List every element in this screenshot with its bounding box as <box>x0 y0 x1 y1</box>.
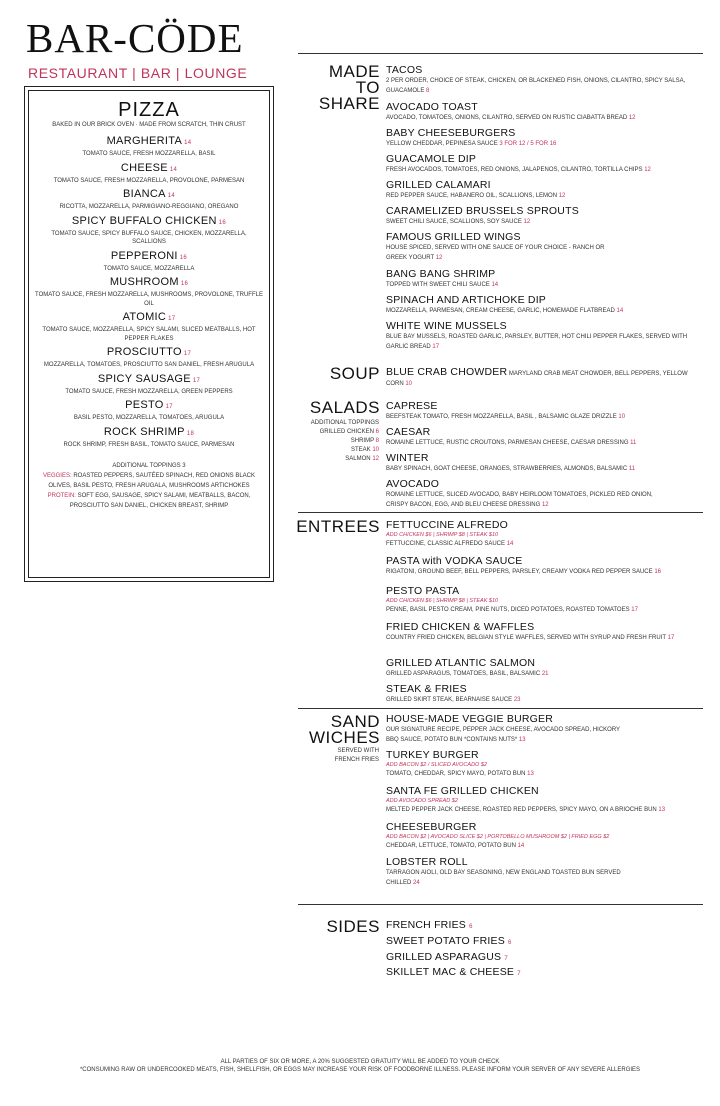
topping-price: 8 <box>375 438 379 444</box>
item-price: 14 <box>517 843 525 849</box>
pizza-item-desc: RICOTTA, MOZZARELLA, PARMIGIANO-REGGIANO, OREGANO <box>59 204 239 210</box>
pizza-item-price: 17 <box>165 404 173 410</box>
topping-name: GRILLED CHICKEN <box>319 429 374 435</box>
menu-item-vodka-pasta <box>386 555 706 577</box>
item-name: TACOS <box>386 64 423 76</box>
item-price: 12 <box>628 115 636 121</box>
entrees-heading: ENTREES <box>296 517 380 536</box>
item-price: 11 <box>630 440 637 446</box>
pizza-item-price: 14 <box>169 166 178 173</box>
sandwiches-note <box>290 747 379 765</box>
item-desc: MOZZARELLA, PARMESAN, CREAM CHEESE, GARLIC, HOMEMADE FLATBREAD <box>386 308 615 314</box>
menu-item-mac-cheese <box>386 966 706 980</box>
item-desc: FRESH AVOCADOS, TOMATOES, RED ONIONS, JALAPENOS, CILANTRO, TORTILLA CHIPS <box>386 167 643 173</box>
sandwiches-divider <box>298 708 703 709</box>
item-name: SPINACH AND ARTICHOKE DIP <box>386 294 547 306</box>
pizza-item-desc: TOMATO SAUCE, SPICY BUFFALO SAUCE, CHICKEN, MOZZARELLA, SCALLIONS <box>51 230 247 245</box>
pizza-item-desc: BASIL PESTO, MOZZARELLA, TOMATOES, ARUGULA <box>73 415 225 421</box>
item-price: 14 <box>506 541 514 547</box>
item-desc: RIGATONI, GROUND BEEF, BELL PEPPERS, PARSLEY, CREAMY VODKA RED PEPPER SAUCE <box>386 569 653 575</box>
pizza-item-desc: TOMATO SAUCE, FRESH MOZZARELLA, MUSHROOMS, PROVOLONE, TRUFFLE OIL <box>35 292 263 307</box>
pizza-item <box>35 161 263 186</box>
pizza-item-desc: ROCK SHRIMP, FRESH BASIL, TOMATO SAUCE, PARMESAN <box>63 441 235 448</box>
item-desc: MELTED PEPPER JACK CHEESE, ROASTED RED PEPPERS, SPICY MAYO, ON A BRIOCHE BUN <box>386 807 657 813</box>
item-name: GUACAMOLE DIP <box>386 153 477 165</box>
pizza-item-name: SPICY BUFFALO CHICKEN <box>71 214 217 227</box>
item-name: WINTER <box>386 452 429 464</box>
item-name: LOBSTER ROLL <box>386 856 468 868</box>
item-name: BABY CHEESEBURGERS <box>386 127 516 139</box>
item-price: 23 <box>513 697 521 703</box>
item-name: CARAMELIZED BRUSSELS SPROUTS <box>386 205 579 217</box>
item-price: 14 <box>616 308 624 314</box>
pizza-item <box>35 425 263 450</box>
menu-item-santa-fe-chicken <box>386 785 706 815</box>
pizza-item <box>35 187 263 212</box>
sides-divider <box>298 904 703 905</box>
veggies-label: VEGGIES: <box>42 473 72 479</box>
item-name: SANTA FE GRILLED CHICKEN <box>386 785 539 797</box>
menu-item-baby-cheeseburgers <box>386 127 706 149</box>
pizza-item-name: BIANCA <box>122 188 166 200</box>
menu-item-pesto-pasta <box>386 585 706 615</box>
pizza-item-price: 17 <box>168 316 176 322</box>
menu-item-lobster-roll <box>386 856 706 888</box>
item-name: AVOCADO <box>386 478 440 490</box>
pizza-title: PIZZA <box>118 99 180 121</box>
item-desc: HOUSE SPICED, SERVED WITH ONE SAUCE OF YOUR CHOICE - RANCH OR GREEK YOGURT <box>386 245 605 261</box>
item-name: PASTA with VODKA SAUCE <box>386 555 523 567</box>
pizza-item-name: PESTO <box>125 399 164 411</box>
pizza-item-name: SPICY SAUSAGE <box>97 372 191 385</box>
item-name: TURKEY BURGER <box>386 749 479 761</box>
item-name: FETTUCCINE ALFREDO <box>386 519 509 531</box>
menu-item-avocado-toast <box>386 101 706 123</box>
item-desc: RED PEPPER SAUCE, HABANERO OIL, SCALLIONS, LEMON <box>386 193 558 199</box>
made-to-share-heading-line1: MADE <box>328 62 380 81</box>
veggies-list: ROASTED PEPPERS, SAUTÉED SPINACH, RED ONIONS BLACK OLIVES, BASIL PESTO, FRESH ARUGALA, MUSHROOMS ARTICHOKES <box>48 473 256 489</box>
pizza-item-price: 16 <box>179 254 188 261</box>
item-name: SWEET POTATO FRIES <box>386 935 505 947</box>
allergy-notice: *CONSUMING RAW OR UNDERCOOKED MEATS, FISH, SHELLFISH, OR EGGS MAY INCREASE YOUR RISK OF FOODBORNE ILLNESS. PLEASE INFORM YOUR SERVER OF ANY SEVERE ALLERGIES <box>79 1067 641 1073</box>
sides-heading: SIDES <box>326 917 380 936</box>
item-desc: GRILLED ASPARAGUS, TOMATOES, BASIL, BALSAMIC <box>386 671 541 677</box>
pizza-item-desc: TOMATO SAUCE, FRESH MOZZARELLA, PROVOLONE, PARMESAN <box>53 177 245 184</box>
item-desc: BEEFSTEAK TOMATO, FRESH MOZZARELLA, BASIL , BALSAMIC GLAZE DRIZZLE <box>386 414 617 420</box>
item-desc: YELLOW CHEDDAR, PEPINESA SAUCE <box>386 141 498 147</box>
restaurant-logo: BAR-CÖDE <box>26 15 244 61</box>
item-price: 12 <box>541 502 549 508</box>
sandwiches-heading-line2: WICHES <box>309 728 380 747</box>
salad-toppings-label: ADDITIONAL TOPPINGS <box>310 420 379 426</box>
item-name: BANG BANG SHRIMP <box>386 268 496 280</box>
menu-item-veggie-burger <box>386 713 706 745</box>
item-price: 7 <box>504 956 508 962</box>
item-desc: TARRAGON AIOLI, OLD BAY SEASONING, NEW ENGLAND TOASTED BUN SERVED CHILLED <box>386 870 621 886</box>
pizza-item-name: CHEESE <box>120 161 168 174</box>
pizza-item-price: 16 <box>180 281 189 287</box>
item-price: 12 <box>644 167 651 173</box>
pizza-item-name: PROSCIUTTO <box>106 346 182 358</box>
item-desc: GRILLED SKIRT STEAK, BEARNAISE SAUCE <box>386 697 513 703</box>
menu-item-chicken-waffles <box>386 621 706 643</box>
soup-heading: SOUP <box>329 364 380 383</box>
item-desc: MARYLAND CRAB MEAT CHOWDER, BELL PEPPERS, YELLOW CORN <box>386 371 688 387</box>
item-price: 17 <box>631 607 638 613</box>
pizza-item-price: 14 <box>184 140 192 146</box>
menu-item-bang-bang-shrimp <box>386 268 706 290</box>
item-desc: TOPPED WITH SWEET CHILI SAUCE <box>386 282 490 288</box>
item-desc: AVOCADO, TOMATOES, ONIONS, CILANTRO, SERVED ON RUSTIC CIABATTA BREAD <box>386 115 628 121</box>
pizza-item <box>35 134 263 159</box>
menu-item-salmon <box>386 657 706 679</box>
item-desc: BLUE BAY MUSSELS, ROASTED GARLIC, PARSLEY, BUTTER, HOT CHILI PEPPER FLAKES, SERVED WITH GARLIC BREAD <box>386 334 688 350</box>
item-price: 12 <box>558 193 566 199</box>
item-price: 13 <box>527 771 534 777</box>
item-price: 3 FOR 12 / 5 FOR 16 <box>499 141 557 147</box>
item-price: 16 <box>654 569 661 575</box>
pizza-extras <box>35 461 263 511</box>
protein-list: SOFT EGG, SAUSAGE, SPICY SALAMI, MEATBALLS, BACON, PROSCIUTTO SAN DANIEL, CHICKEN BREAST, SHRIMP <box>69 493 251 509</box>
menu-item-grilled-wings <box>386 231 706 263</box>
pizza-item <box>35 372 263 397</box>
menu-item-spinach-dip <box>386 294 706 316</box>
menu-item-fettuccine <box>386 519 706 549</box>
salad-toppings <box>280 419 379 464</box>
pizza-item <box>35 345 263 370</box>
item-name: CAPRESE <box>386 400 438 412</box>
menu-item-mussels <box>386 320 706 352</box>
item-desc: ROMAINE LETTUCE, SLICED AVOCADO, BABY HEIRLOOM TOMATOES, PICKLED RED ONION, CRISPY BACON, EGG, AND BLEU CHEESE DRESSING <box>386 492 653 508</box>
item-desc: COUNTRY FRIED CHICKEN, BELGIAN STYLE WAFFLES, SERVED WITH SYRUP AND FRESH FRUIT <box>386 635 666 641</box>
item-name: PESTO PASTA <box>386 585 460 597</box>
menu-item-grilled-calamari <box>386 179 706 201</box>
menu-item-cheeseburger <box>386 821 706 851</box>
pizza-item-desc: TOMATO SAUCE, MOZZARELLA, SPICY SALAMI, SLICED MEATBALLS, HOT PEPPER FLAKES <box>42 327 256 342</box>
topping-name: STEAK <box>350 447 371 453</box>
pizza-item-name: MUSHROOM <box>109 276 179 288</box>
sandwiches-note-line2: FRENCH FRIES <box>334 757 379 763</box>
topping-price: 10 <box>372 447 379 453</box>
item-name: SKILLET MAC & CHEESE <box>386 966 515 978</box>
item-price: 6 <box>469 924 473 930</box>
menu-item-brussels-sprouts <box>386 205 706 227</box>
menu-item-sweet-potato-fries <box>386 935 706 949</box>
item-price: 12 <box>435 255 443 261</box>
item-price: 13 <box>658 807 666 813</box>
item-desc: 2 PER ORDER, CHOICE OF STEAK, CHICKEN, OR BLACKENED FISH, ONIONS, CILANTRO, SPICY SALSA, GUACAMOLE <box>386 78 686 94</box>
pizza-item <box>35 398 263 423</box>
additional-toppings-label: ADDITIONAL TOPPINGS 3 <box>112 463 186 469</box>
pizza-item-desc: TOMATO SAUCE, MOZZARELLA <box>103 265 195 272</box>
topping-price: 6 <box>375 429 379 435</box>
sandwiches-note-line1: SERVED WITH <box>337 748 379 754</box>
pizza-subtitle: BAKED IN OUR BRICK OVEN · MADE FROM SCRATCH, THIN CRUST <box>52 122 246 128</box>
gratuity-notice: ALL PARTIES OF SIX OR MORE, A 20% SUGGESTED GRATUITY WILL BE ADDED TO YOUR CHECK <box>220 1059 500 1065</box>
item-addon: ADD CHICKEN $6 | SHRIMP $8 | STEAK $10 <box>386 598 499 604</box>
item-addon: ADD AVOCADO SPREAD $2 <box>386 798 458 804</box>
top-divider <box>298 53 703 54</box>
sandwiches-heading-line1: SAND <box>330 712 380 731</box>
item-desc: ROMAINE LETTUCE, RUSTIC CROUTONS, PARMESAN CHEESE, CAESAR DRESSING <box>386 440 629 446</box>
pizza-inner-frame <box>28 90 270 578</box>
entrees-divider <box>298 512 703 513</box>
item-price: 12 <box>523 219 531 225</box>
item-price: 17 <box>667 635 675 641</box>
pizza-item-price: 18 <box>186 430 195 437</box>
item-name: STEAK & FRIES <box>386 683 467 695</box>
item-name: GRILLED CALAMARI <box>386 179 491 191</box>
pizza-item-price: 14 <box>167 193 176 199</box>
item-desc: FETTUCCINE, CLASSIC ALFREDO SAUCE <box>386 541 506 547</box>
pizza-item-price: 17 <box>192 377 201 384</box>
menu-item-caprese <box>386 400 706 422</box>
item-desc: PENNE, BASIL PESTO CREAM, PINE NUTS, DICED POTATOES, ROASTED TOMATOES <box>386 607 630 613</box>
pizza-item <box>35 249 263 274</box>
footer-notice <box>0 1058 720 1074</box>
topping-price: 12 <box>372 456 379 462</box>
item-desc: CHEDDAR, LETTUCE, TOMATO, POTATO BUN <box>386 843 516 849</box>
restaurant-tagline: RESTAURANT | BAR | LOUNGE <box>28 65 248 81</box>
item-desc: SWEET CHILI SAUCE, SCALLIONS, SOY SAUCE <box>386 219 522 225</box>
pizza-item-name: ROCK SHRIMP <box>103 425 185 438</box>
item-desc: TOMATO, CHEDDAR, SPICY MAYO, POTATO BUN <box>386 771 526 777</box>
item-price: 13 <box>518 737 526 743</box>
item-desc: BABY SPINACH, GOAT CHEESE, ORANGES, STRAWBERRIES, ALMONDS, BALSAMIC <box>386 466 628 472</box>
menu-item-grilled-asparagus <box>386 951 706 965</box>
pizza-item <box>35 275 263 308</box>
item-name: WHITE WINE MUSSELS <box>386 320 507 332</box>
item-name: GRILLED ASPARAGUS <box>386 951 502 963</box>
menu-item-winter <box>386 452 706 474</box>
item-price: 10 <box>405 381 413 387</box>
pizza-item <box>35 214 263 247</box>
item-name: BLUE CRAB CHOWDER <box>386 366 508 378</box>
menu-item-french-fries <box>386 919 706 933</box>
item-addon: ADD BACON $2 | AVOCADO SLICE $2 | PORTOBELLO MUSHROOM $2 | FRIED EGG $2 <box>386 834 610 840</box>
pizza-item-desc: TOMATO SAUCE, FRESH MOZZARELLA, BASIL <box>82 151 216 157</box>
pizza-item-price: 17 <box>183 351 192 357</box>
topping-name: SHRIMP <box>350 438 374 444</box>
item-price: 21 <box>541 671 549 677</box>
menu-item-turkey-burger <box>386 749 706 779</box>
item-price: 17 <box>432 344 440 350</box>
sandwiches-heading <box>290 714 380 746</box>
menu-item-steak-fries <box>386 683 706 705</box>
item-name: FRIED CHICKEN & WAFFLES <box>386 621 535 633</box>
pizza-item-desc: MOZZARELLA, TOMATOES, PROSCIUTTO SAN DANIEL, FRESH ARUGULA <box>43 362 255 368</box>
item-price: 11 <box>628 466 636 472</box>
pizza-item-price: 16 <box>218 219 227 226</box>
item-name: FAMOUS GRILLED WINGS <box>386 231 521 243</box>
topping-name: SALMON <box>345 456 371 462</box>
pizza-item <box>35 310 263 343</box>
item-addon: ADD CHICKEN $6 | SHRIMP $8 | STEAK $10 <box>386 532 499 538</box>
made-to-share-heading <box>290 64 380 112</box>
pizza-item-name: ATOMIC <box>122 311 167 323</box>
item-price: 10 <box>618 414 626 420</box>
salads-heading: SALADS <box>309 398 380 417</box>
made-to-share-heading-line2: TO SHARE <box>318 78 380 113</box>
item-name: AVOCADO TOAST <box>386 101 478 113</box>
item-name: CAESAR <box>386 426 431 438</box>
menu-item-crab-chowder <box>386 366 706 389</box>
item-price: 7 <box>517 971 521 977</box>
pizza-item-desc: TOMATO SAUCE, FRESH MOZZARELLA, GREEN PEPPERS <box>65 388 233 395</box>
item-name: GRILLED ATLANTIC SALMON <box>386 657 536 669</box>
pizza-item-name: MARGHERITA <box>106 135 183 147</box>
item-price: 6 <box>508 940 512 946</box>
menu-item-tacos <box>386 64 706 96</box>
item-price: 8 <box>426 88 430 94</box>
item-name: HOUSE-MADE VEGGIE BURGER <box>386 713 553 725</box>
item-price: 14 <box>491 282 499 288</box>
protein-label: PROTEIN: <box>47 493 76 499</box>
item-name: FRENCH FRIES <box>386 919 466 931</box>
pizza-section <box>24 86 274 582</box>
menu-item-guacamole-dip <box>386 153 706 175</box>
item-addon: ADD BACON $2 / SLICED AVOCADO $2 <box>386 762 487 768</box>
item-desc: OUR SIGNATURE RECIPE, PEPPER JACK CHEESE, AVOCADO SPREAD, HICKORY BBQ SAUCE, POTATO BUN *CONTAINS NUTS* <box>386 727 620 743</box>
pizza-item-name: PEPPERONI <box>110 249 178 262</box>
item-name: CHEESEBURGER <box>386 821 477 833</box>
item-price: 24 <box>413 880 420 886</box>
menu-item-avocado-salad <box>386 478 706 510</box>
menu-item-caesar <box>386 426 706 448</box>
